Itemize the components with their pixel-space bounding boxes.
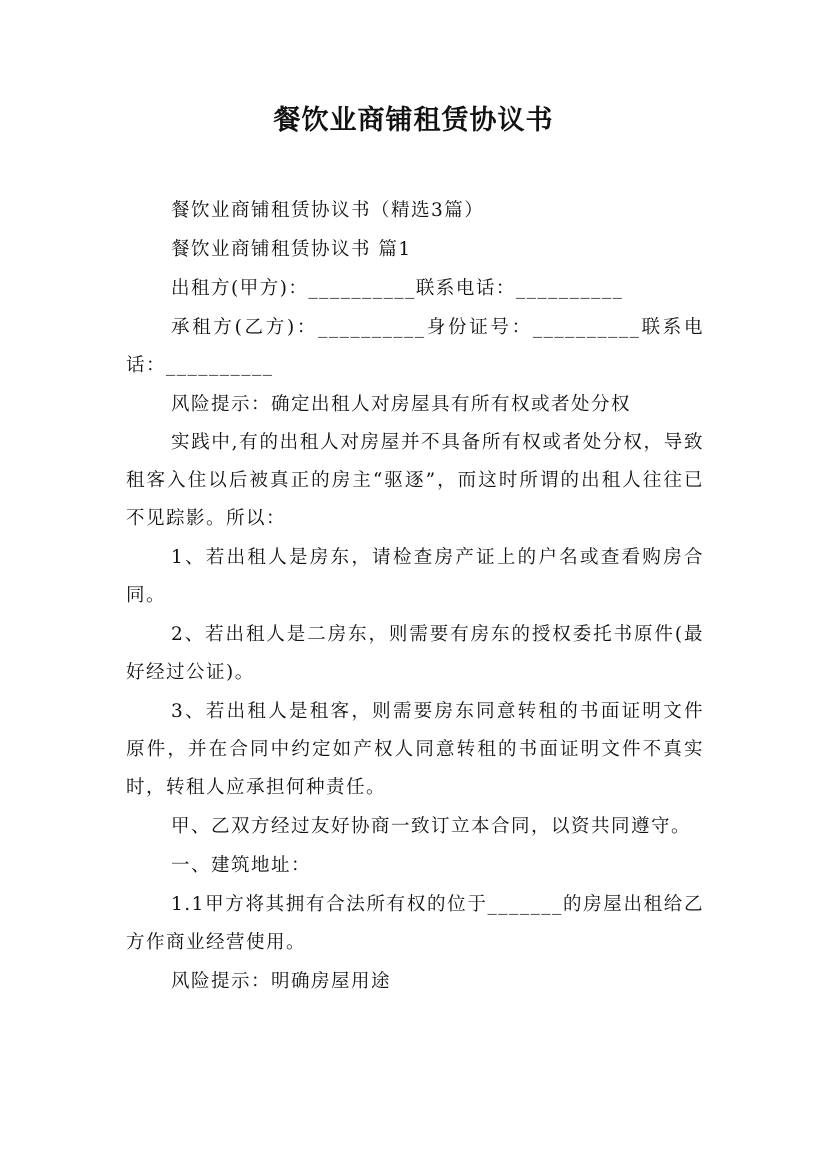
paragraph-practice: 实践中,有的出租人对房屋并不具备所有权或者处分权，导致租客入住以后被真正的房主“驱逐”，而这时所谓的出租人往往已不见踪影。所以：: [126, 432, 704, 530]
paragraph-risk-notice-ownership: 风险提示：确定出租人对房屋具有所有权或者处分权: [171, 393, 632, 415]
paragraph-lessee: 承租方(乙方)：__________身份证号：__________联系电话：__________: [126, 316, 704, 376]
document-title: 餐饮业商铺租赁协议书: [273, 105, 554, 136]
paragraph-item-1: 1、若出租人是房东，请检查房产证上的户名或查看购房合同。: [126, 547, 704, 607]
paragraph-subtitle: 餐饮业商铺租赁协议书（精选3篇）: [171, 200, 485, 221]
paragraph-clause-1-1: 1.1甲方将其拥有合法所有权的位于_______的房屋出租给乙方作商业经营使用。: [126, 893, 704, 953]
paragraph-lessor: 出租方(甲方)：__________联系电话：__________: [171, 277, 624, 299]
paragraph-clause-heading: 一、建筑地址：: [171, 854, 312, 876]
document-body: [126, 192, 704, 1002]
paragraph-section-heading: 餐饮业商铺租赁协议书 篇1: [171, 238, 412, 260]
paragraph-item-3: 3、若出租人是租客，则需要房东同意转租的书面证明文件原件，并在合同中约定如产权人同意转租的书面证明文件不真实时，转租人应承担何种责任。: [126, 701, 704, 799]
paragraph-agreement: 甲、乙双方经过友好协商一致订立本合同，以资共同遵守。: [171, 816, 692, 838]
paragraph-risk-notice-usage: 风险提示：明确房屋用途: [171, 970, 392, 992]
paragraph-item-2: 2、若出租人是二房东，则需要有房东的授权委托书原件(最好经过公证)。: [126, 624, 704, 684]
